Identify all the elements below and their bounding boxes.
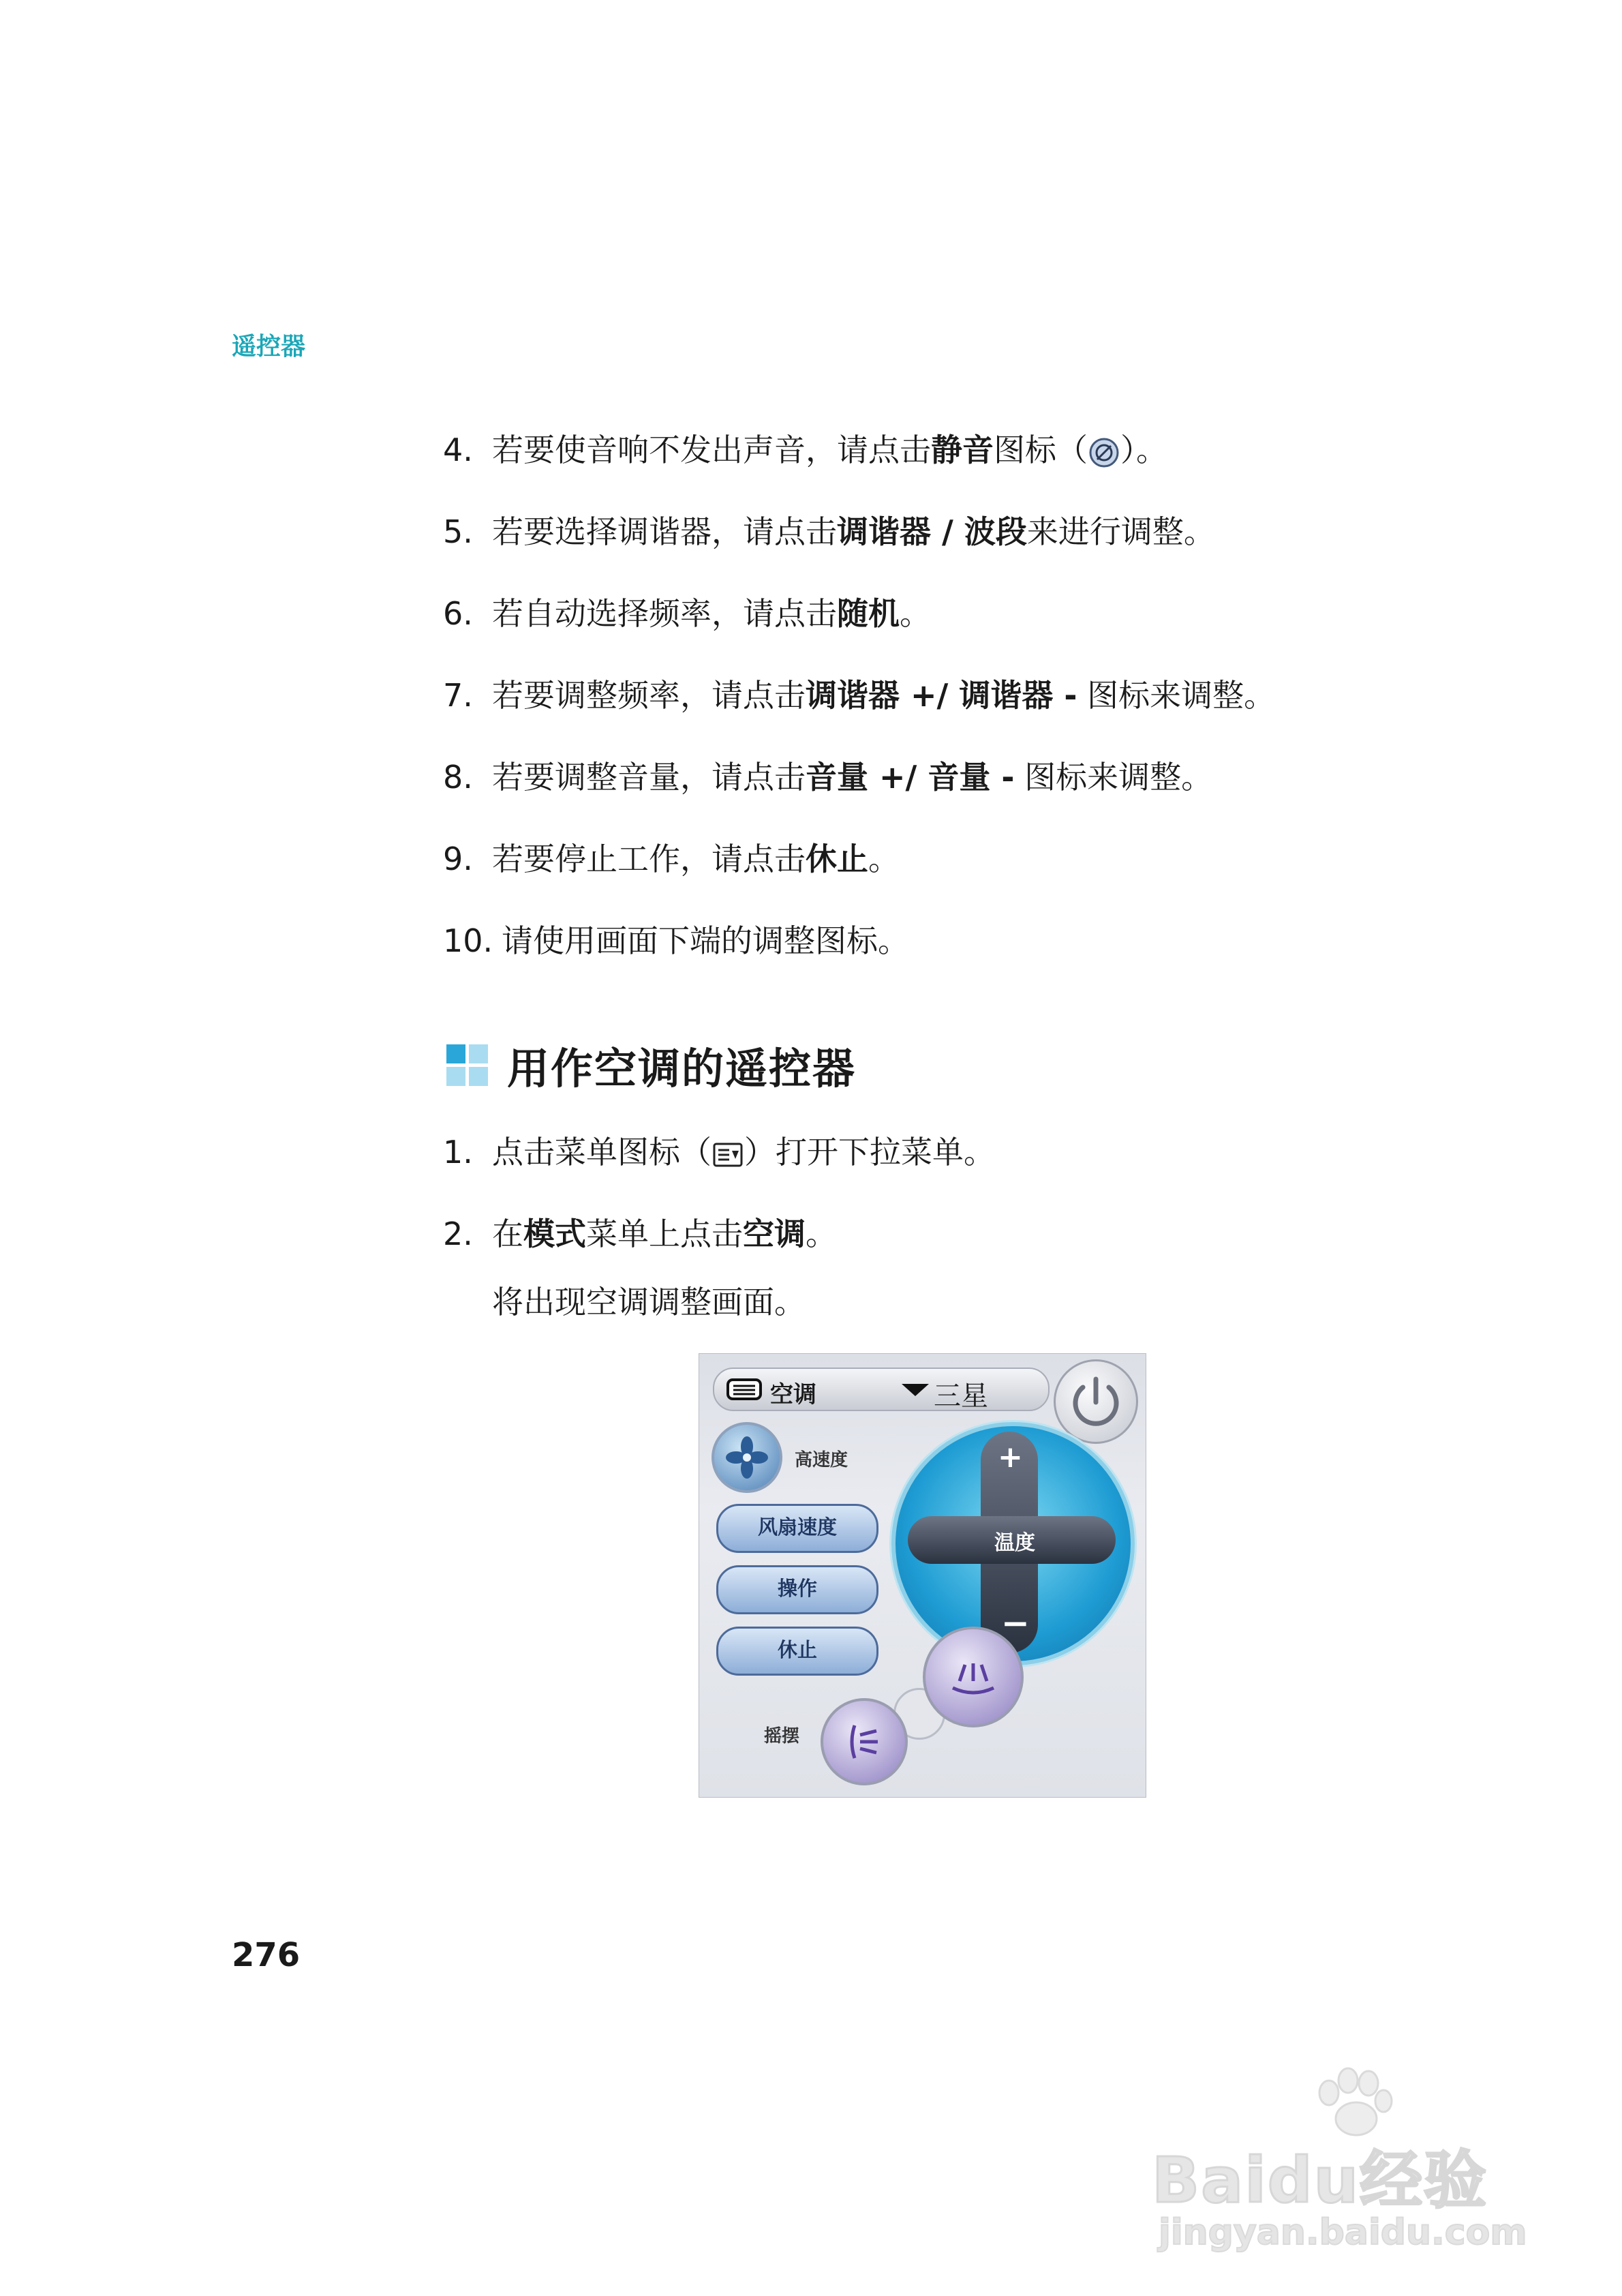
step-text-run: 若要选择调谐器，请点击	[492, 513, 837, 550]
heading-text: 用作空调的遥控器	[507, 1044, 857, 1093]
menu-icon	[711, 1138, 744, 1171]
step-text	[492, 757, 1212, 798]
temperature-label: 温度	[994, 1531, 1035, 1555]
step-text-run: 若要使音响不发出声音，请点击	[492, 432, 931, 468]
watermark-url: jingyan.baidu.com	[1159, 2212, 1527, 2253]
step-item	[443, 675, 1465, 757]
step-item	[443, 920, 1465, 1002]
swing-vertical-button[interactable]	[821, 1698, 908, 1785]
step-text-bold: 调谐器 / 波段	[837, 513, 1027, 550]
swing-label: 摇摆	[764, 1726, 800, 1747]
step-text	[492, 1132, 995, 1173]
mode-bar[interactable]	[713, 1368, 1050, 1411]
power-icon	[1056, 1361, 1136, 1442]
swing-horizontal-button[interactable]	[923, 1627, 1024, 1727]
step-number: 10.	[443, 922, 493, 959]
step-text-run: 图标（	[994, 432, 1088, 468]
step-text-run: 若要停止工作，请点击	[492, 841, 806, 877]
dropdown-arrow-icon[interactable]	[902, 1384, 929, 1396]
step-number: 8.	[443, 759, 473, 796]
step-item	[443, 839, 1465, 920]
step-text-bold: 模式	[523, 1215, 586, 1252]
step-text-run: 若要调整频率，请点击	[492, 677, 806, 714]
operation-button[interactable]: 操作	[716, 1565, 878, 1614]
power-button[interactable]	[1054, 1359, 1138, 1444]
step-item	[443, 1132, 1465, 1213]
step-number: 7.	[443, 677, 473, 714]
paw-icon	[1309, 2066, 1397, 2141]
step-number: 5.	[443, 513, 473, 550]
step-number: 2.	[443, 1215, 473, 1252]
step-text-run: 点击菜单图标（	[492, 1134, 711, 1170]
step-text	[492, 593, 931, 634]
step-text-run: 请使用画面下端的调整图标。	[502, 922, 909, 959]
air-conditioner-icon	[726, 1378, 762, 1400]
step-text-run: 菜单上点击	[586, 1215, 743, 1252]
watermark-brand: Baidu经验	[1152, 2144, 1488, 2217]
step-text-run: ）。	[1120, 432, 1167, 468]
step-text	[492, 1213, 837, 1254]
steps-list-top	[443, 429, 1465, 1002]
fan-icon	[714, 1425, 780, 1490]
step-text	[492, 839, 900, 879]
step-item	[443, 511, 1465, 593]
stop-button[interactable]: 休止	[716, 1627, 878, 1676]
step-text-run: 。	[806, 1215, 837, 1252]
swing-horizontal-icon	[925, 1629, 1021, 1725]
note-text: 将出现空调调整画面。	[492, 1284, 806, 1320]
fan-button[interactable]	[711, 1422, 782, 1493]
step-text	[502, 920, 909, 961]
step-text-run: 。	[868, 841, 900, 877]
step-text-bold: 静音	[931, 432, 994, 468]
step-text	[492, 675, 1275, 716]
step-text-run: 若要调整音量，请点击	[492, 759, 806, 796]
heading-squares-icon	[446, 1044, 488, 1086]
step-number: 1.	[443, 1134, 473, 1170]
step-number: 6.	[443, 595, 473, 632]
fan-speed-status: 高速度	[795, 1450, 848, 1470]
step-text-bold: 音量 +/ 音量 -	[806, 759, 1015, 796]
step-text	[492, 429, 1167, 470]
mute-icon	[1088, 436, 1120, 469]
temperature-up-button[interactable]: +	[998, 1440, 1023, 1475]
step-text-bold: 空调	[743, 1215, 806, 1252]
step-number: 9.	[443, 841, 473, 877]
step-text-run: 图标来调整。	[1077, 677, 1276, 714]
section-label: 遥控器	[232, 333, 306, 361]
step-text-bold: 休止	[806, 841, 868, 877]
step-text-bold: 随机	[837, 595, 900, 632]
step-text-run: ）打开下拉菜单。	[744, 1134, 995, 1170]
step-text-run: 图标来调整。	[1014, 759, 1213, 796]
mode-label: 空调	[770, 1381, 816, 1408]
page-number: 276	[232, 1936, 301, 1974]
steps-list-bottom	[443, 1132, 1465, 1295]
step-item	[443, 757, 1465, 839]
step-text-bold: 调谐器 +/ 调谐器 -	[806, 677, 1077, 714]
step-text-run: 。	[900, 595, 931, 632]
step-text	[492, 511, 1215, 552]
ac-control-panel	[699, 1353, 1146, 1798]
baidu-watermark	[1152, 2066, 1533, 2263]
step-text-run: 若自动选择频率，请点击	[492, 595, 837, 632]
step-number: 4.	[443, 432, 473, 468]
swing-vertical-icon	[823, 1701, 905, 1783]
step-text-run: 在	[492, 1215, 523, 1252]
step-text-run: 来进行调整。	[1026, 513, 1215, 550]
section-heading	[446, 1035, 856, 1096]
temperature-down-button[interactable]: −	[1001, 1603, 1030, 1643]
step-item	[443, 593, 1465, 675]
fan-speed-button[interactable]: 风扇速度	[716, 1504, 878, 1553]
brand-label: 三星	[934, 1380, 988, 1412]
step-item	[443, 429, 1465, 511]
